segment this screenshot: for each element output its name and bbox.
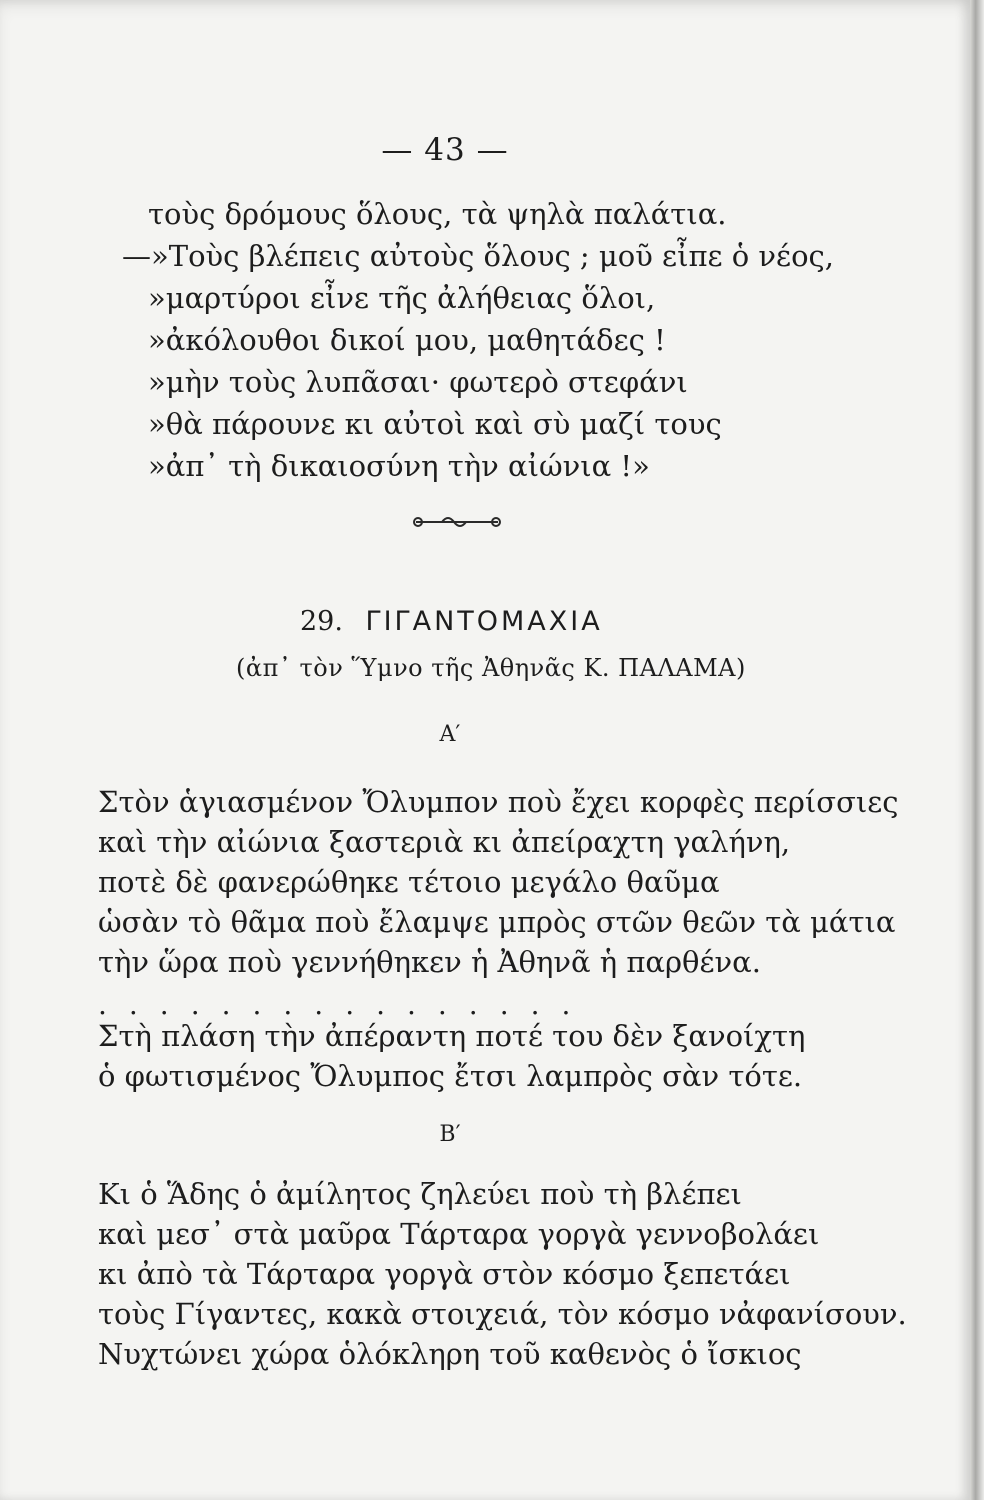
- poem-title-line: [300, 606, 603, 637]
- poem-subtitle: (ἀπ᾽ τὸν Ὕμνο τῆς Ἀθηνᾶς Κ. ΠΑΛΑΜΑ): [236, 654, 746, 682]
- ellipsis-row: ................: [98, 988, 593, 1021]
- section-a-mark: Α′: [439, 722, 461, 747]
- poem-title: ΓΙΓΑΝΤΟΜΑΧΙΑ: [365, 606, 603, 637]
- verse-line: κι ἀπὸ τὰ Τάρταρα γοργὰ στὸν κόσμο ξεπετάει: [98, 1257, 791, 1291]
- verse-line: »ἀπ᾽ τὴ δικαιοσύνη τὴν αἰώνια !»: [148, 449, 650, 483]
- verse-line: τοὺς Γίγαντες, κακὰ στοιχειά, τὸν κόσμο νἀφανίσουν.: [98, 1297, 907, 1331]
- verse-line: »μαρτύροι εἶνε τῆς ἀλήθειας ὅλοι,: [148, 281, 656, 315]
- verse-line: τοὺς δρόμους ὅλους, τὰ ψηλὰ παλάτια.: [148, 197, 727, 231]
- verse-line: τὴν ὥρα ποὺ γεννήθηκεν ἡ Ἀθηνᾶ ἡ παρθένα.: [98, 945, 761, 979]
- poem-number: 29.: [300, 606, 343, 637]
- verse-line: Κι ὁ Ἅδης ὁ ἀμίλητος ζηλεύει ποὺ τὴ βλέπει: [98, 1177, 742, 1211]
- page-number: — 43 —: [381, 132, 509, 168]
- verse-line: ὁ φωτισμένος Ὄλυμπος ἔτσι λαμπρὸς σὰν τότε.: [98, 1059, 803, 1093]
- verse-line: »ἀκόλουθοι δικοί μου, μαθητάδες !: [148, 323, 666, 357]
- verse-line: καὶ μεσ᾽ στὰ μαῦρα Τάρταρα γοργὰ γεννοβολάει: [98, 1217, 820, 1251]
- verse-line: Στὴ πλάση τὴν ἀπέραντη ποτέ του δὲν ξανοίχτη: [98, 1019, 806, 1053]
- verse-line: —»Τοὺς βλέπεις αὐτοὺς ὅλους ; μοῦ εἶπε ὁ νέος,: [122, 239, 835, 273]
- ornament-divider: [412, 510, 502, 534]
- section-b-mark: Β′: [439, 1122, 461, 1147]
- verse-line: Νυχτώνει χώρα ὁλόκληρη τοῦ καθενὸς ὁ ἴσκιος: [98, 1337, 802, 1371]
- verse-line: »θὰ πάρουνε κι αὐτοὶ καὶ σὺ μαζί τους: [148, 407, 722, 441]
- verse-line: »μὴν τοὺς λυπᾶσαι· φωτερὸ στεφάνι: [148, 365, 688, 399]
- verse-line: Στὸν ἁγιασμένον Ὄλυμπον ποὺ ἔχει κορφὲς περίσσιες: [98, 785, 899, 819]
- verse-line: ποτὲ δὲ φανερώθηκε τέτοιο μεγάλο θαῦμα: [98, 865, 720, 899]
- page-edge: [970, 0, 984, 1500]
- verse-line: καὶ τὴν αἰώνια ξαστεριὰ κι ἀπείραχτη γαλήνη,: [98, 825, 791, 859]
- verse-line: ὡσὰν τὸ θᾶμα ποὺ ἔλαμψε μπρὸς στῶν θεῶν τὰ μάτια: [98, 905, 896, 939]
